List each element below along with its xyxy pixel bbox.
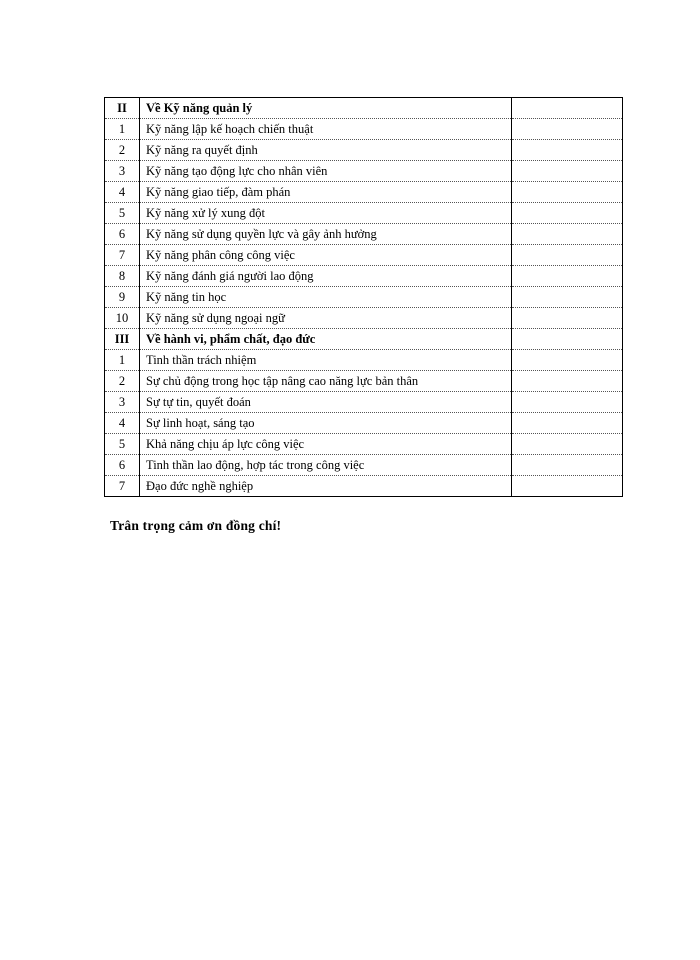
table-row: [105, 413, 623, 434]
table-row: [105, 266, 623, 287]
table-row: [105, 182, 623, 203]
rating-cell: [512, 329, 623, 350]
row-label: Kỹ năng xử lý xung đột: [140, 203, 512, 224]
row-number: 7: [105, 245, 140, 266]
rating-cell: [512, 392, 623, 413]
row-number: 1: [105, 350, 140, 371]
row-label: Khả năng chịu áp lực công việc: [140, 434, 512, 455]
table-row: [105, 140, 623, 161]
row-number: 8: [105, 266, 140, 287]
table-row: [105, 455, 623, 476]
row-label: Kỹ năng lập kế hoạch chiến thuật: [140, 119, 512, 140]
row-label: Tinh thần lao động, hợp tác trong công việc: [140, 455, 512, 476]
row-label: Kỹ năng tin học: [140, 287, 512, 308]
rating-cell: [512, 350, 623, 371]
row-number: 3: [105, 161, 140, 182]
rating-cell: [512, 182, 623, 203]
rating-cell: [512, 455, 623, 476]
section-number: III: [105, 329, 140, 350]
skills-assessment-table: [104, 97, 623, 497]
table-row: [105, 371, 623, 392]
rating-cell: [512, 203, 623, 224]
table-body: [105, 98, 623, 497]
rating-cell: [512, 140, 623, 161]
rating-cell: [512, 287, 623, 308]
row-label: Kỹ năng tạo động lực cho nhân viên: [140, 161, 512, 182]
row-number: 2: [105, 371, 140, 392]
row-number: 10: [105, 308, 140, 329]
row-number: 6: [105, 455, 140, 476]
table-row: [105, 203, 623, 224]
table-row: [105, 308, 623, 329]
table-row: [105, 476, 623, 497]
row-label: Kỹ năng đánh giá người lao động: [140, 266, 512, 287]
row-number: 1: [105, 119, 140, 140]
row-number: 5: [105, 434, 140, 455]
row-label: Sự chủ động trong học tập nâng cao năng lực bản thân: [140, 371, 512, 392]
rating-cell: [512, 119, 623, 140]
section-title: Về Kỹ năng quản lý: [140, 98, 512, 119]
section-header-row: [105, 98, 623, 119]
section-title: Về hành vi, phẩm chất, đạo đức: [140, 329, 512, 350]
closing-remark: Trân trọng cảm ơn đồng chí!: [110, 518, 282, 533]
row-label: Sự tự tin, quyết đoán: [140, 392, 512, 413]
row-label: Kỹ năng ra quyết định: [140, 140, 512, 161]
row-label: Sự linh hoạt, sáng tạo: [140, 413, 512, 434]
rating-cell: [512, 245, 623, 266]
table-row: [105, 245, 623, 266]
rating-cell: [512, 98, 623, 119]
row-number: 9: [105, 287, 140, 308]
section-header-row: [105, 329, 623, 350]
row-number: 4: [105, 413, 140, 434]
table-row: [105, 224, 623, 245]
rating-cell: [512, 224, 623, 245]
rating-cell: [512, 266, 623, 287]
row-number: 3: [105, 392, 140, 413]
section-number: II: [105, 98, 140, 119]
row-label: Kỹ năng giao tiếp, đàm phán: [140, 182, 512, 203]
row-number: 2: [105, 140, 140, 161]
rating-cell: [512, 161, 623, 182]
rating-cell: [512, 308, 623, 329]
row-number: 5: [105, 203, 140, 224]
row-label: Tinh thần trách nhiệm: [140, 350, 512, 371]
table-row: [105, 392, 623, 413]
rating-cell: [512, 476, 623, 497]
row-label: Kỹ năng phân công công việc: [140, 245, 512, 266]
table-row: [105, 119, 623, 140]
row-label: Kỹ năng sử dụng quyền lực và gây ảnh hưởng: [140, 224, 512, 245]
rating-cell: [512, 434, 623, 455]
rating-cell: [512, 371, 623, 392]
table-row: [105, 350, 623, 371]
row-number: 7: [105, 476, 140, 497]
table-row: [105, 287, 623, 308]
row-number: 4: [105, 182, 140, 203]
rating-cell: [512, 413, 623, 434]
table-row: [105, 161, 623, 182]
table-row: [105, 434, 623, 455]
row-number: 6: [105, 224, 140, 245]
row-label: Kỹ năng sử dụng ngoại ngữ: [140, 308, 512, 329]
row-label: Đạo đức nghề nghiệp: [140, 476, 512, 497]
